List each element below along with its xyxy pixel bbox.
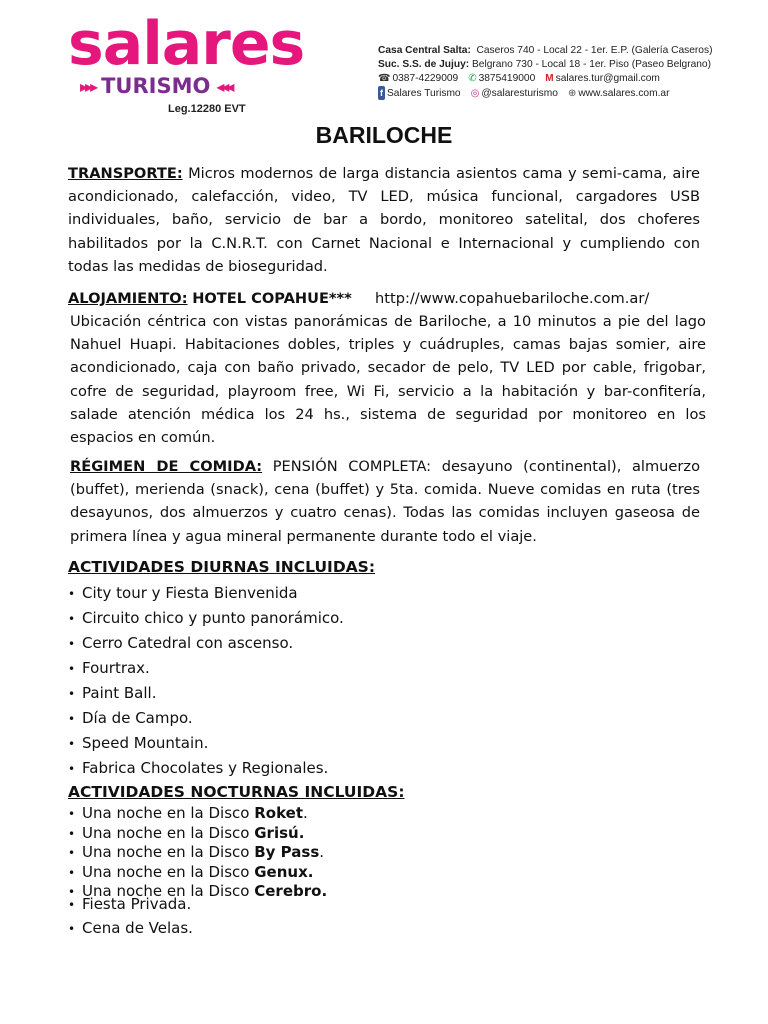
list-item bbox=[68, 706, 344, 731]
alojamiento-header-line bbox=[68, 287, 708, 310]
brand-logo-subtitle bbox=[80, 74, 231, 98]
brand-logo-word: salares bbox=[68, 9, 305, 79]
website-text: www.salares.com.ar bbox=[578, 87, 670, 99]
list-item-text: Circuito chico y punto panorámico. bbox=[82, 609, 344, 627]
instagram-contact[interactable] bbox=[471, 87, 558, 101]
regimen-heading: RÉGIMEN DE COMIDA: bbox=[70, 458, 263, 475]
mail-icon: M bbox=[545, 73, 554, 84]
hotel-url-link[interactable]: http://www.copahuebariloche.com.ar/ bbox=[375, 290, 650, 307]
diurnas-heading: ACTIVIDADES DIURNAS INCLUIDAS: bbox=[68, 558, 376, 576]
facebook-text: Salares Turismo bbox=[387, 88, 461, 99]
disco-name: Genux. bbox=[254, 862, 314, 881]
facebook-contact[interactable] bbox=[378, 86, 461, 101]
whatsapp-contact[interactable] bbox=[468, 72, 535, 86]
email-contact[interactable] bbox=[545, 72, 660, 86]
phone-text: 0387-4229009 bbox=[392, 73, 459, 84]
disco-name: By Pass bbox=[254, 843, 320, 861]
arrows-right-icon: ▸▸▸ bbox=[80, 76, 96, 96]
list-item-text: Cerro Catedral con ascenso. bbox=[82, 634, 294, 652]
list-item bbox=[68, 581, 344, 606]
list-item bbox=[68, 631, 344, 656]
instagram-icon: ◎ bbox=[470, 87, 480, 99]
list-item bbox=[68, 863, 327, 883]
disco-name: Grisú. bbox=[254, 823, 305, 842]
arrows-left-icon: ◂◂◂ bbox=[216, 76, 232, 96]
globe-icon: ⊕ bbox=[567, 87, 577, 99]
list-item bbox=[68, 804, 327, 824]
bullet-icon: • bbox=[68, 898, 76, 912]
list-item-text: Una noche en la Disco Cerebro. bbox=[82, 882, 328, 900]
nocturnas-list bbox=[68, 804, 327, 902]
list-item-text: Speed Mountain. bbox=[82, 734, 209, 752]
list-item-text: Una noche en la Disco By Pass. bbox=[82, 843, 325, 861]
list-item bbox=[68, 843, 327, 863]
page-title: BARILOCHE bbox=[315, 122, 453, 148]
transporte-text: Micros modernos de larga distancia asientos cama y semi-cama, aire acondicionado, calefacción, video, TV LED, música funcional, cargadores USB individuales, baño, servicio de bar a bordo, monitoreo satelital, dos choferes habilitados por la C.N.R.T. con Carnet Nacional e Internacional y cumpliendo con todas las medidas de bioseguridad. bbox=[68, 165, 700, 275]
bullet-icon: • bbox=[68, 807, 76, 821]
list-item bbox=[68, 893, 193, 917]
website-contact[interactable] bbox=[568, 87, 670, 101]
list-item-text: City tour y Fiesta Bienvenida bbox=[82, 584, 298, 602]
license-number: Leg.12280 EVT bbox=[168, 103, 246, 115]
instagram-text: @salaresturismo bbox=[481, 87, 558, 99]
disco-name: Roket bbox=[254, 804, 304, 822]
office-1-label: Casa Central Salta: bbox=[378, 45, 471, 56]
list-item-text: Paint Ball. bbox=[82, 684, 157, 702]
office-2-label: Suc. S.S. de Jujuy: bbox=[378, 59, 470, 70]
bullet-icon: • bbox=[68, 846, 76, 860]
list-item-text: Fabrica Chocolates y Regionales. bbox=[82, 759, 329, 777]
disco-name: Cerebro. bbox=[254, 882, 328, 900]
list-item-text: Una noche en la Disco Grisú. bbox=[82, 823, 305, 842]
list-item bbox=[68, 756, 344, 781]
whatsapp-icon: ✆ bbox=[468, 73, 477, 84]
email-text: salares.tur@gmail.com bbox=[555, 73, 660, 84]
logo-turismo-text: TURISMO bbox=[101, 74, 211, 98]
bullet-icon: • bbox=[68, 587, 76, 601]
list-item bbox=[68, 917, 193, 941]
bullet-icon: • bbox=[68, 687, 76, 701]
contact-row-2 bbox=[378, 86, 738, 101]
alojamiento-heading: ALOJAMIENTO: bbox=[68, 290, 188, 307]
office-2 bbox=[378, 58, 738, 72]
bullet-icon: • bbox=[68, 612, 76, 626]
bullet-icon: • bbox=[68, 712, 76, 726]
office-1 bbox=[378, 44, 738, 58]
bullet-icon: • bbox=[68, 885, 76, 899]
alojamiento-text: Ubicación céntrica con vistas panorámicas de Bariloche, a 10 minutos a pie del lago Nahuel Huapi. Habitaciones dobles, triples y cuádruples, camas bajas somier, aire acondicionado, caja con baño privado, secador de pelo, TV LED por cable, frigobar, cofre de seguridad, playroom free, Wi Fi, servicio a la habitación y bar-confitería, salade atención médica los 24 hs., sistema de seguridad por monitoreo en los espacios en común. bbox=[70, 313, 706, 447]
facebook-icon: f bbox=[380, 88, 383, 98]
office-1-address: Caseros 740 - Local 22 - 1er. E.P. (Galería Caseros) bbox=[476, 45, 713, 56]
hotel-name: HOTEL COPAHUE*** bbox=[192, 290, 352, 307]
bullet-icon: • bbox=[68, 662, 76, 676]
bullet-icon: • bbox=[68, 922, 76, 936]
diurnas-list bbox=[68, 581, 344, 781]
regimen-text: PENSIÓN COMPLETA: desayuno (continental), almuerzo (buffet), merienda (snack), cena (buffet) y 5ta. comida. Nueve comidas en ruta (tres desayunos, dos almuerzos y cuatro cenas). Todas las comidas incluyen gaseosa de primera línea y agua mineral permanente durante todo el viaje. bbox=[70, 458, 700, 545]
list-item-text: Cena de Velas. bbox=[82, 919, 193, 937]
contact-row-1 bbox=[378, 72, 738, 86]
whatsapp-text: 3875419000 bbox=[478, 73, 536, 84]
list-item bbox=[68, 824, 327, 844]
list-item-text: Una noche en la Disco Roket. bbox=[82, 804, 308, 822]
bullet-icon: • bbox=[68, 737, 76, 751]
list-item bbox=[68, 731, 344, 756]
list-item bbox=[68, 656, 344, 681]
list-item bbox=[68, 681, 344, 706]
list-item-text: Fiesta Privada. bbox=[82, 895, 192, 913]
list-item bbox=[68, 606, 344, 631]
nocturnas-other-list bbox=[68, 893, 193, 941]
phone-icon: ☎ bbox=[378, 73, 391, 84]
bullet-icon: • bbox=[68, 637, 76, 651]
transporte-heading: TRANSPORTE: bbox=[68, 165, 183, 182]
transporte-section bbox=[68, 162, 700, 278]
phone-contact[interactable] bbox=[378, 72, 458, 86]
contact-block bbox=[378, 44, 738, 101]
office-2-address: Belgrano 730 - Local 18 - 1er. Piso (Paseo Belgrano) bbox=[472, 59, 711, 70]
bullet-icon: • bbox=[68, 865, 76, 880]
bullet-icon: • bbox=[68, 826, 76, 841]
regimen-section bbox=[70, 455, 700, 548]
list-item-text: Una noche en la Disco Genux. bbox=[82, 862, 314, 881]
nocturnas-heading: ACTIVIDADES NOCTURNAS INCLUIDAS: bbox=[68, 783, 405, 801]
list-item-text: Día de Campo. bbox=[82, 709, 193, 727]
list-item-text: Fourtrax. bbox=[82, 659, 150, 677]
bullet-icon: • bbox=[68, 762, 76, 776]
